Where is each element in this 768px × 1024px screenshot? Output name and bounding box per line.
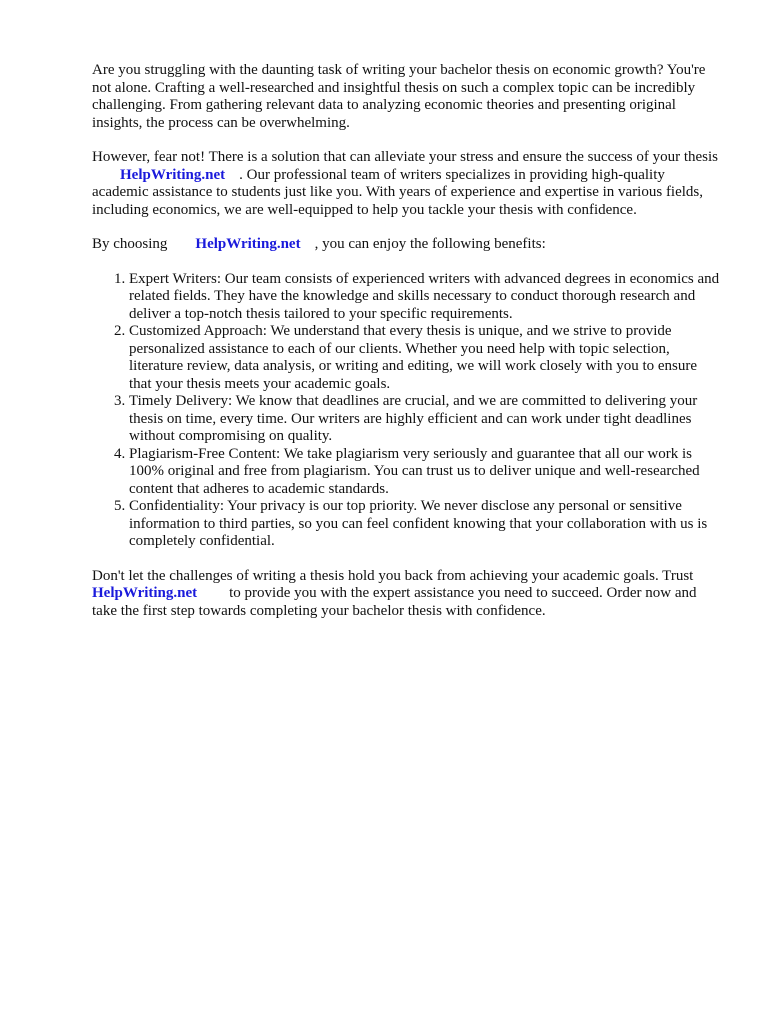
list-item: 2. Customized Approach: We understand that every thesis is unique, and we strive to provide personalized assistance to each of our clients. Whether you need help with topic selection, literature review, data analysis, or writing and editing, we will work closely with you to ensure that your thesis meets your academic goals. <box>129 323 722 393</box>
closing-paragraph <box>92 568 722 621</box>
list-item: 5. Confidentiality: Your privacy is our top priority. We never disclose any personal or sensitive information to third parties, so you can feel confident knowing that your collaboration with us is completely confidential. <box>129 498 722 551</box>
list-item: 4. Plagiarism-Free Content: We take plagiarism very seriously and guarantee that all our work is 100% original and free from plagiarism. You can trust us to deliver unique and well-researched content that adheres to academic standards. <box>129 446 722 499</box>
helpwriting-link[interactable]: HelpWriting.net <box>92 585 198 601</box>
list-item: 3. Timely Delivery: We know that deadlines are crucial, and we are committed to delivering your thesis on time, every time. Our writers are highly efficient and can work under tight deadlines without compromising on quality. <box>129 393 722 446</box>
choosing-text-before: By choosing <box>92 236 168 252</box>
choosing-paragraph <box>92 236 722 254</box>
choosing-text-after: , you can enjoy the following benefits: <box>314 236 546 252</box>
solution-paragraph <box>92 149 722 219</box>
benefits-list <box>92 271 722 551</box>
solution-text-before: However, fear not! There is a solution that can alleviate your stress and ensure the success of your thesis <box>92 149 719 165</box>
solution-text-after: . Our professional team of writers specializes in providing high-quality academic assistance to students just like you. With years of experience and expertise in various fields, including economics, we are well-equipped to help you tackle your thesis with confidence. <box>92 166 704 218</box>
closing-text-before: Don't let the challenges of writing a thesis hold you back from achieving your academic goals. Trust <box>92 567 694 584</box>
intro-paragraph: Are you struggling with the daunting task of writing your bachelor thesis on economic growth? You're not alone. Crafting a well-researched and insightful thesis on such a complex topic can be incredibly challenging. From gathering relevant data to analyzing economic theories and presenting original insights, the process can be overwhelming. <box>92 62 706 131</box>
helpwriting-link[interactable]: HelpWriting.net <box>195 236 301 252</box>
closing-text-after: to provide you with the expert assistance you need to succeed. Order now and take the first step towards completing your bachelor thesis with confidence. <box>92 585 697 619</box>
list-item: 1. Expert Writers: Our team consists of experienced writers with advanced degrees in economics and related fields. They have the knowledge and skills necessary to conduct thorough research and deliver a top-notch thesis tailored to your specific requirements. <box>129 271 722 324</box>
document-body <box>92 62 722 637</box>
helpwriting-link[interactable]: HelpWriting.net <box>120 166 226 183</box>
